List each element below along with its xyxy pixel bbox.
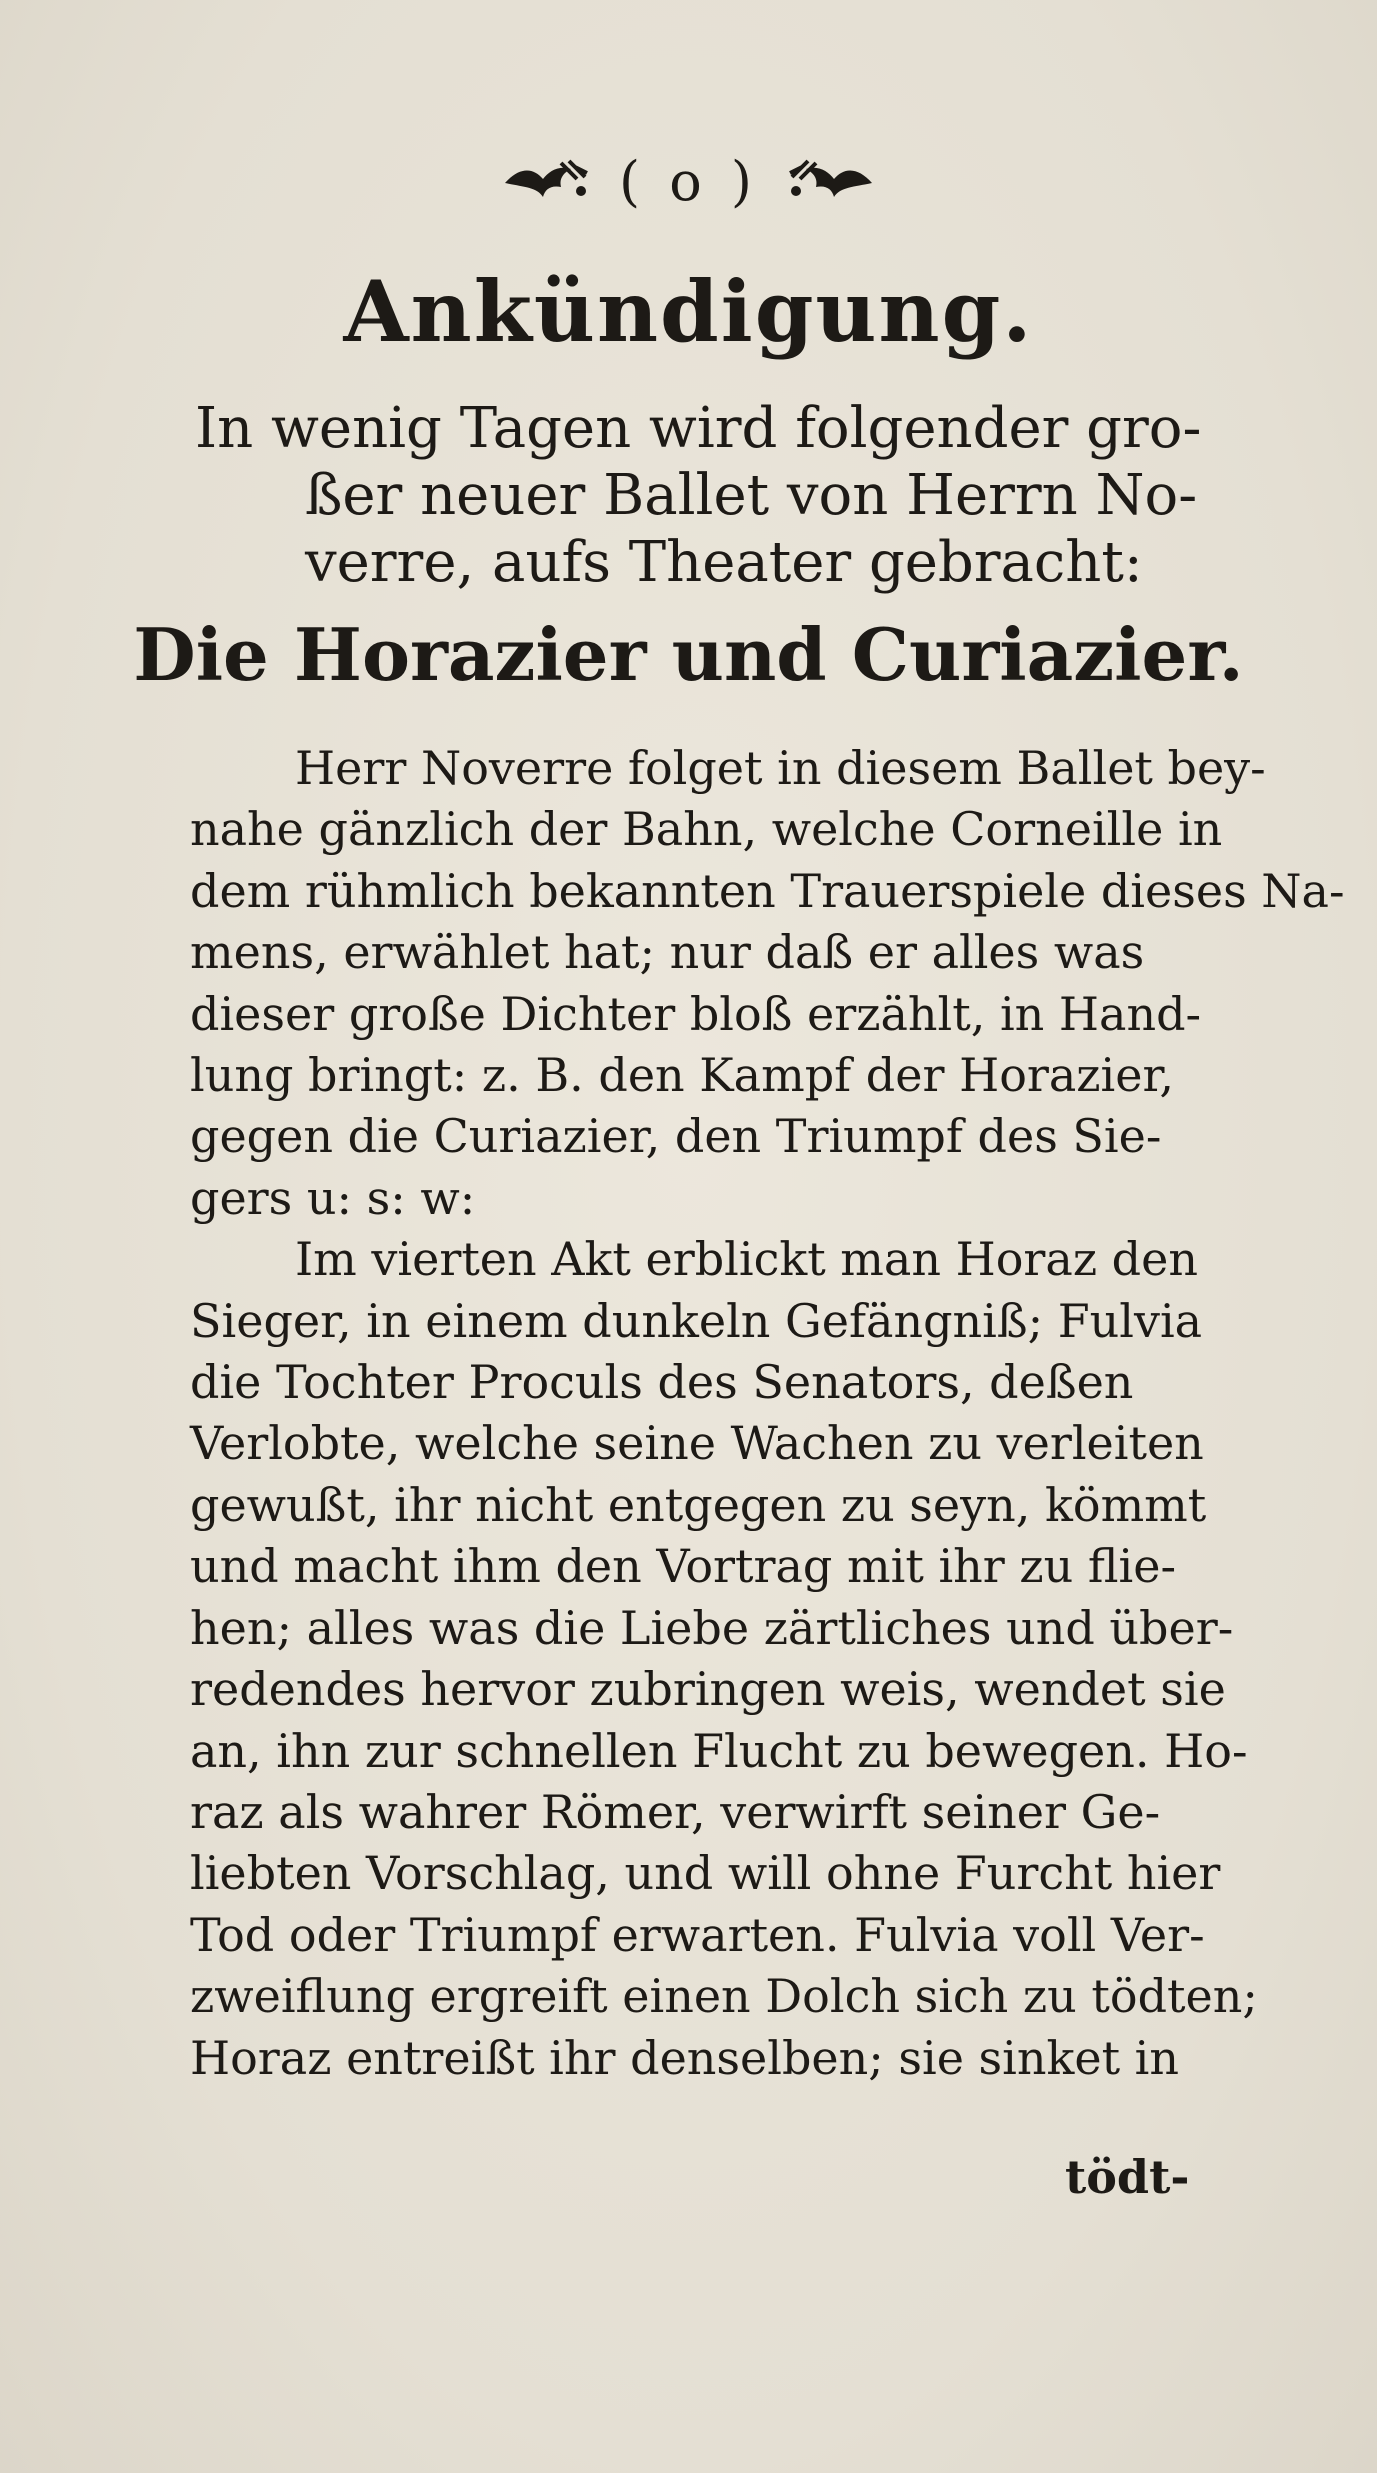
body-line: Herr Noverre folget in diesem Ballet bey- xyxy=(295,741,1266,795)
body-line: redendes hervor zubringen weis, wendet sie xyxy=(190,1662,1226,1717)
body-line: liebten Vorschlag, und will ohne Furcht hier xyxy=(190,1846,1221,1901)
page-header xyxy=(0,150,1377,213)
body-line: gewußt, ihr nicht entgegen zu seyn, kömmt xyxy=(190,1477,1207,1532)
body-line: gegen die Curiazier, den Triumpf des Sie- xyxy=(190,1109,1162,1164)
left-fleuron-icon xyxy=(501,157,591,207)
page-number: ( o ) xyxy=(619,150,758,213)
body-line: hen; alles was die Liebe zärtliches und über- xyxy=(190,1600,1234,1655)
body-line: gers u: s: w: xyxy=(190,1170,476,1225)
body-text xyxy=(190,738,1345,2089)
body-line: raz als wahrer Römer, verwirft seiner Ge- xyxy=(190,1784,1161,1839)
body-line: dieser große Dichter bloß erzählt, in Hand- xyxy=(190,986,1202,1041)
body-line: Verlobte, welche seine Wachen zu verleiten xyxy=(190,1416,1204,1471)
intro-line: In wenig Tagen wird folgender gro- xyxy=(195,396,1202,461)
body-line: an, ihn zur schnellen Flucht zu bewegen. Ho- xyxy=(190,1723,1248,1778)
intro-line: ßer neuer Ballet von Herrn No- xyxy=(305,463,1198,528)
announcement-intro xyxy=(195,395,1275,596)
body-line: nahe gänzlich der Bahn, welche Corneille in xyxy=(190,802,1223,857)
right-fleuron-icon xyxy=(786,157,876,207)
page-title: Ankündigung. xyxy=(343,262,1034,361)
body-line: lung bringt: z. B. den Kampf der Horazier, xyxy=(190,1048,1175,1103)
body-line: zweiflung ergreift einen Dolch sich zu tödten; xyxy=(190,1969,1258,2024)
body-line: Sieger, in einem dunkeln Gefängniß; Fulvia xyxy=(190,1293,1203,1348)
body-line: dem rühmlich bekannten Trauerspiele dieses Na- xyxy=(190,863,1345,918)
ballet-title: Die Horazier und Curiazier. xyxy=(133,612,1244,697)
intro-line: verre, aufs Theater gebracht: xyxy=(305,530,1143,595)
body-line: und macht ihm den Vortrag mit ihr zu flie- xyxy=(190,1539,1177,1594)
catchword: tödt- xyxy=(1065,2150,1190,2204)
body-line: Horaz entreißt ihr denselben; sie sinket in xyxy=(190,2030,1180,2085)
body-line: Tod oder Triumpf erwarten. Fulvia voll Ver- xyxy=(190,1907,1205,1962)
body-line: die Tochter Proculs des Senators, deßen xyxy=(190,1355,1134,1410)
body-line: mens, erwählet hat; nur daß er alles was xyxy=(190,925,1145,980)
body-line: Im vierten Akt erblickt man Horaz den xyxy=(295,1232,1198,1287)
